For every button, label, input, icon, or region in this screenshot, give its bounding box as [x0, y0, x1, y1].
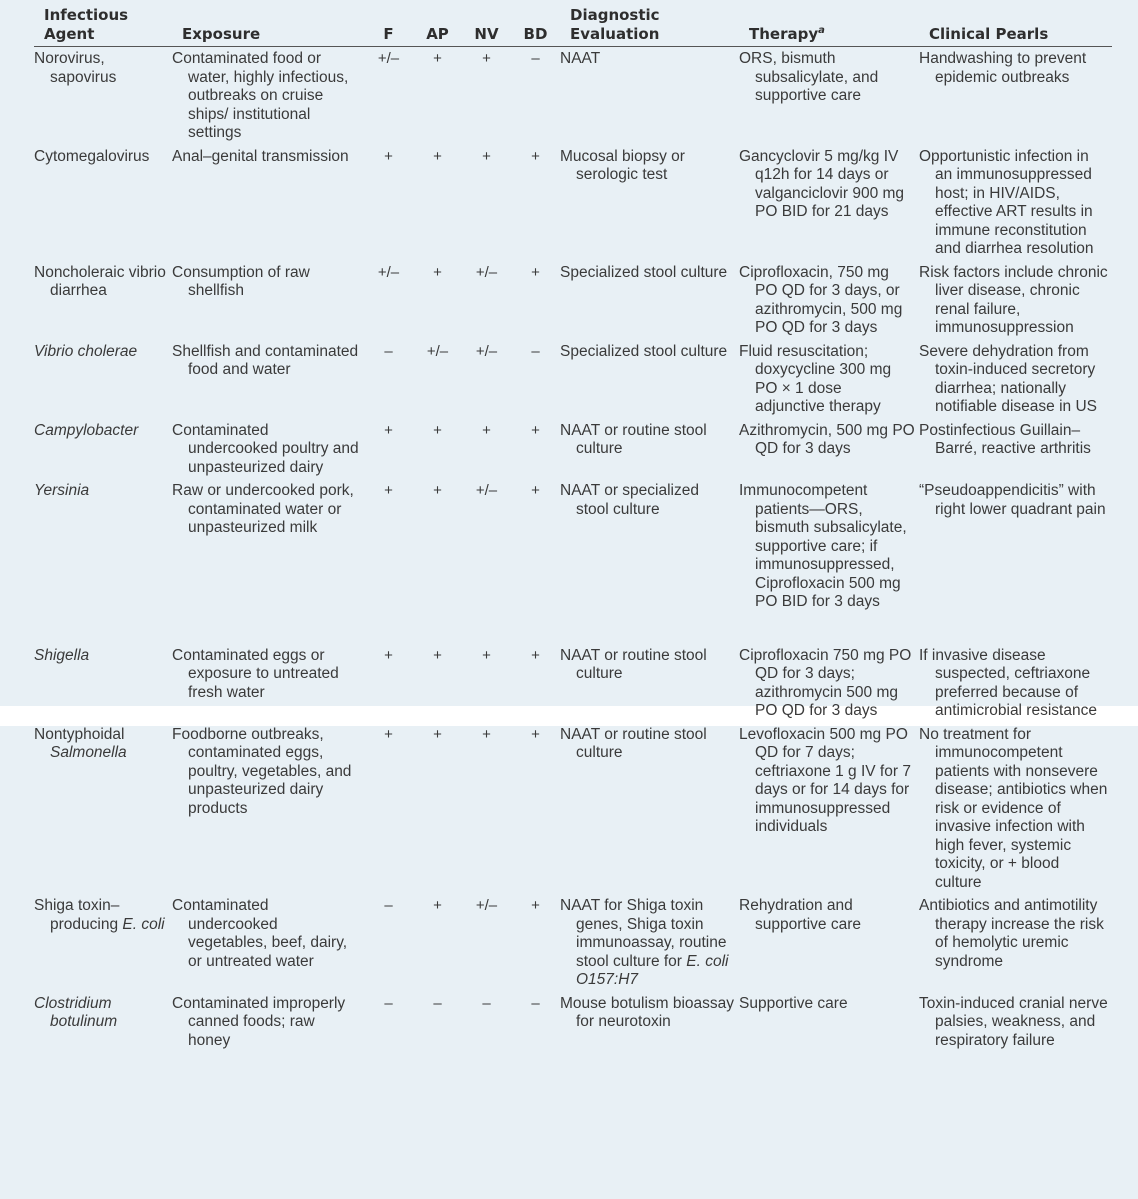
diagnostic-text: Mouse botulism bioassay for neurotoxin	[560, 994, 735, 1030]
f-text: –	[384, 994, 393, 1012]
cell-f	[364, 340, 413, 419]
exposure-text: Contaminated food or water, highly infectious, outbreaks on cruise ships/ institutional settings	[172, 50, 349, 141]
cell-bd	[511, 479, 560, 614]
cell-nv	[462, 894, 511, 992]
header-pearls: Clinical Pearls	[919, 6, 1112, 47]
f-text: +/–	[377, 50, 400, 67]
cell-bd	[511, 644, 560, 723]
cell-ap	[413, 47, 462, 145]
bd-text: –	[531, 50, 540, 67]
bd-text: +	[531, 263, 540, 281]
f-text: –	[384, 897, 393, 914]
f-text: –	[384, 342, 393, 360]
cell-nv	[462, 261, 511, 340]
table-row	[34, 479, 1112, 614]
cell-pearls	[919, 419, 1112, 480]
cell-therapy	[739, 261, 919, 340]
diagnostic-text: NAAT or specialized stool culture	[560, 482, 699, 518]
header-ap: AP	[413, 6, 462, 47]
therapy-text: ORS, bismuth subsalicylate, and supportive care	[739, 50, 879, 104]
nv-text: –	[482, 994, 491, 1012]
header-row	[34, 6, 1112, 47]
cell-agent	[34, 479, 172, 614]
agent-name-italic: Clostridium botulinum	[34, 994, 118, 1030]
table-row	[34, 894, 1112, 992]
nv-text: +/–	[475, 897, 498, 914]
pearls-text: Opportunistic infection in an immunosuppressed host; in HIV/AIDS, effective ART results in immune reconstitution and diarrhea resolution	[919, 147, 1094, 257]
table-row	[34, 47, 1112, 145]
header-diagnostic: Diagnostic Evaluation	[560, 6, 739, 47]
cell-f	[364, 47, 413, 145]
diagnostic-text: NAAT or routine stool culture	[560, 421, 707, 457]
exposure-text: Consumption of raw shellfish	[172, 263, 310, 299]
cell-f	[364, 723, 413, 895]
cell-agent	[34, 145, 172, 261]
cell-therapy	[739, 145, 919, 261]
section-spacer	[34, 614, 1112, 644]
cell-therapy	[739, 340, 919, 419]
cell-bd	[511, 419, 560, 480]
cell-pearls	[919, 145, 1112, 261]
ap-text: –	[433, 994, 442, 1012]
ap-text: +	[433, 50, 442, 67]
cell-agent	[34, 261, 172, 340]
ap-text: +	[433, 725, 442, 743]
header-agent: Infectious Agent	[34, 6, 172, 47]
bd-text: +	[531, 147, 540, 165]
cell-bd	[511, 47, 560, 145]
cell-agent	[34, 992, 172, 1053]
pearls-text: Antibiotics and antimotility therapy increase the risk of hemolytic uremic syndrome	[919, 897, 1104, 970]
nv-text: +/–	[475, 482, 498, 499]
cell-pearls	[919, 992, 1112, 1053]
f-text: +/–	[377, 263, 400, 281]
f-text: +	[384, 421, 393, 439]
ap-text: +	[433, 646, 442, 664]
therapy-text: Supportive care	[739, 994, 848, 1012]
cell-exposure	[172, 145, 364, 261]
f-text: +	[384, 725, 393, 743]
header-therapy	[739, 6, 919, 47]
cell-therapy	[739, 479, 919, 614]
bd-text: +	[531, 897, 540, 914]
ap-text: +/–	[426, 342, 449, 360]
bd-text: +	[531, 482, 540, 499]
diagnostic-text: Mucosal biopsy or serologic test	[560, 147, 685, 183]
cell-f	[364, 261, 413, 340]
cell-exposure	[172, 47, 364, 145]
header-therapy-footnote: a	[818, 25, 825, 36]
cell-exposure	[172, 723, 364, 895]
therapy-text: Ciprofloxacin 750 mg PO QD for 3 days; azithromycin 500 mg PO QD for 3 days	[739, 646, 912, 719]
cell-nv	[462, 644, 511, 723]
cell-pearls	[919, 261, 1112, 340]
f-text: +	[384, 482, 393, 499]
exposure-text: Foodborne outbreaks, contaminated eggs, poultry, vegetables, and unpasteurized dairy products	[172, 725, 352, 817]
agent-name-italic: Campylobacter	[34, 421, 139, 439]
diagnostic-text: Specialized stool culture	[560, 263, 728, 281]
table-row	[34, 261, 1112, 340]
cell-diagnostic	[560, 145, 739, 261]
pearls-text: “Pseudoappendicitis” with right lower quadrant pain	[919, 482, 1106, 518]
cell-ap	[413, 894, 462, 992]
cell-ap	[413, 145, 462, 261]
exposure-text: Contaminated undercooked vegetables, beef, dairy, or untreated water	[172, 897, 348, 970]
diagnostic-text: Specialized stool culture	[560, 342, 728, 360]
therapy-text: Fluid resuscitation; doxycycline 300 mg PO × 1 dose adjunctive therapy	[739, 342, 892, 415]
cell-f	[364, 644, 413, 723]
agent-name: Shiga toxin–producing	[34, 897, 120, 933]
cell-nv	[462, 145, 511, 261]
nv-text: +	[482, 725, 491, 743]
table-row	[34, 992, 1112, 1053]
cell-pearls	[919, 723, 1112, 895]
nv-text: +	[482, 50, 491, 67]
ap-text: +	[433, 897, 442, 914]
cell-diagnostic	[560, 419, 739, 480]
header-nv: NV	[462, 6, 511, 47]
cell-agent	[34, 47, 172, 145]
cell-f	[364, 419, 413, 480]
agent-name-italic: Yersinia	[34, 482, 90, 499]
agent-name: Nontyphoidal	[34, 725, 125, 743]
cell-bd	[511, 261, 560, 340]
agent-name-italic: E. coli	[122, 915, 165, 933]
cell-diagnostic	[560, 479, 739, 614]
nv-text: +	[482, 646, 491, 664]
cell-bd	[511, 992, 560, 1053]
cell-diagnostic	[560, 992, 739, 1053]
ap-text: +	[433, 421, 442, 439]
cell-diagnostic	[560, 47, 739, 145]
f-text: +	[384, 646, 393, 664]
cell-diagnostic	[560, 894, 739, 992]
agent-name-italic: Shigella	[34, 646, 90, 664]
nv-text: +	[482, 421, 491, 439]
cell-exposure	[172, 340, 364, 419]
cell-agent	[34, 723, 172, 895]
header-f: F	[364, 6, 413, 47]
agent-name-italic: Vibrio cholerae	[34, 342, 138, 360]
cell-f	[364, 992, 413, 1053]
cell-pearls	[919, 894, 1112, 992]
pearls-text: Handwashing to prevent epidemic outbreaks	[919, 50, 1087, 86]
cell-nv	[462, 723, 511, 895]
therapy-text: Immunocompetent patients—ORS, bismuth subsalicylate, supportive care; if immunosuppressed, Ciprofloxacin 500 mg PO BID for 3 days	[739, 482, 907, 610]
bd-text: +	[531, 421, 540, 439]
bd-text: +	[531, 646, 540, 664]
cell-therapy	[739, 47, 919, 145]
cell-exposure	[172, 644, 364, 723]
header-bd: BD	[511, 6, 560, 47]
infectious-diarrhea-table	[34, 6, 1112, 1052]
cell-bd	[511, 340, 560, 419]
cell-therapy	[739, 894, 919, 992]
table-row	[34, 723, 1112, 895]
cell-ap	[413, 479, 462, 614]
header-therapy-label: Therapy	[749, 25, 819, 43]
cell-ap	[413, 723, 462, 895]
cell-f	[364, 145, 413, 261]
cell-nv	[462, 992, 511, 1053]
ap-text: +	[433, 263, 442, 281]
cell-therapy	[739, 992, 919, 1053]
cell-therapy	[739, 644, 919, 723]
ap-text: +	[433, 147, 442, 165]
cell-agent	[34, 644, 172, 723]
diagnostic-text: NAAT or routine stool culture	[560, 646, 707, 682]
cell-exposure	[172, 479, 364, 614]
exposure-text: Raw or undercooked pork, contaminated water or unpasteurized milk	[172, 482, 354, 536]
agent-name: Cytomegalovirus	[34, 147, 150, 165]
exposure-text: Contaminated undercooked poultry and unpasteurized dairy	[172, 421, 359, 476]
pearls-text: If invasive disease suspected, ceftriaxone preferred because of antimicrobial resistance	[919, 646, 1097, 719]
header-exposure: Exposure	[172, 6, 364, 47]
diagnostic-text: NAAT for Shiga toxin genes, Shiga toxin immunoassay, routine stool culture for	[560, 897, 727, 970]
pearls-text: Severe dehydration from toxin-induced secretory diarrhea; nationally notifiable disease in US	[919, 342, 1097, 415]
cell-ap	[413, 419, 462, 480]
cell-bd	[511, 894, 560, 992]
spacer-cell	[34, 614, 1112, 644]
cell-f	[364, 894, 413, 992]
cell-ap	[413, 992, 462, 1053]
nv-text: +/–	[475, 263, 498, 281]
exposure-text: Anal–genital transmission	[172, 147, 349, 165]
table-row	[34, 644, 1112, 723]
therapy-text: Levofloxacin 500 mg PO QD for 7 days; ceftriaxone 1 g IV for 7 days or for 14 days for immunosuppressed individuals	[739, 725, 911, 835]
cell-ap	[413, 644, 462, 723]
cell-diagnostic	[560, 644, 739, 723]
nv-text: +/–	[475, 342, 498, 360]
cell-ap	[413, 261, 462, 340]
cell-nv	[462, 479, 511, 614]
cell-pearls	[919, 340, 1112, 419]
therapy-text: Ciprofloxacin, 750 mg PO QD for 3 days, or azithromycin, 500 mg PO QD for 3 days	[739, 263, 903, 336]
nv-text: +	[482, 147, 491, 165]
cell-exposure	[172, 894, 364, 992]
cell-pearls	[919, 479, 1112, 614]
cell-nv	[462, 47, 511, 145]
bd-text: –	[531, 994, 540, 1012]
agent-name: Norovirus, sapovirus	[34, 50, 117, 86]
bd-text: +	[531, 725, 540, 743]
ap-text: +	[433, 482, 442, 499]
cell-pearls	[919, 644, 1112, 723]
cell-f	[364, 479, 413, 614]
diagnostic-italic-text: E. coli O157:H7	[576, 952, 729, 988]
cell-agent	[34, 419, 172, 480]
cell-agent	[34, 894, 172, 992]
cell-diagnostic	[560, 261, 739, 340]
cell-nv	[462, 340, 511, 419]
cell-bd	[511, 723, 560, 895]
therapy-text: Gancyclovir 5 mg/kg IV q12h for 14 days or valganciclovir 900 mg PO BID for 21 days	[739, 147, 905, 220]
cell-diagnostic	[560, 723, 739, 895]
f-text: +	[384, 147, 393, 165]
cell-exposure	[172, 261, 364, 340]
pearls-text: No treatment for immunocompetent patients with nonsevere disease; antibiotics when risk or evidence of invasive infection with high fever, systemic toxicity, or + blood culture	[919, 725, 1108, 891]
pearls-text: Toxin-induced cranial nerve palsies, weakness, and respiratory failure	[919, 994, 1108, 1049]
diagnostic-text: NAAT	[560, 50, 601, 67]
cell-bd	[511, 145, 560, 261]
pearls-text: Risk factors include chronic liver disease, chronic renal failure, immunosuppression	[919, 263, 1108, 336]
table-row	[34, 340, 1112, 419]
table-row	[34, 145, 1112, 261]
cell-agent	[34, 340, 172, 419]
cell-exposure	[172, 419, 364, 480]
exposure-text: Shellfish and contaminated food and water	[172, 342, 359, 378]
bd-text: –	[531, 342, 540, 360]
cell-nv	[462, 419, 511, 480]
agent-name-italic: Salmonella	[50, 744, 127, 761]
cell-therapy	[739, 419, 919, 480]
pearls-text: Postinfectious Guillain–Barré, reactive arthritis	[919, 421, 1091, 457]
cell-therapy	[739, 723, 919, 895]
cell-diagnostic	[560, 340, 739, 419]
exposure-text: Contaminated eggs or exposure to untreated fresh water	[172, 646, 339, 701]
exposure-text: Contaminated improperly canned foods; raw honey	[172, 994, 346, 1049]
diagnostic-text: NAAT or routine stool culture	[560, 725, 707, 761]
cell-ap	[413, 340, 462, 419]
therapy-text: Rehydration and supportive care	[739, 897, 861, 933]
table-row	[34, 419, 1112, 480]
therapy-text: Azithromycin, 500 mg PO QD for 3 days	[739, 421, 915, 457]
agent-name: Noncholeraic vibrio diarrhea	[34, 263, 166, 299]
cell-exposure	[172, 992, 364, 1053]
cell-pearls	[919, 47, 1112, 145]
